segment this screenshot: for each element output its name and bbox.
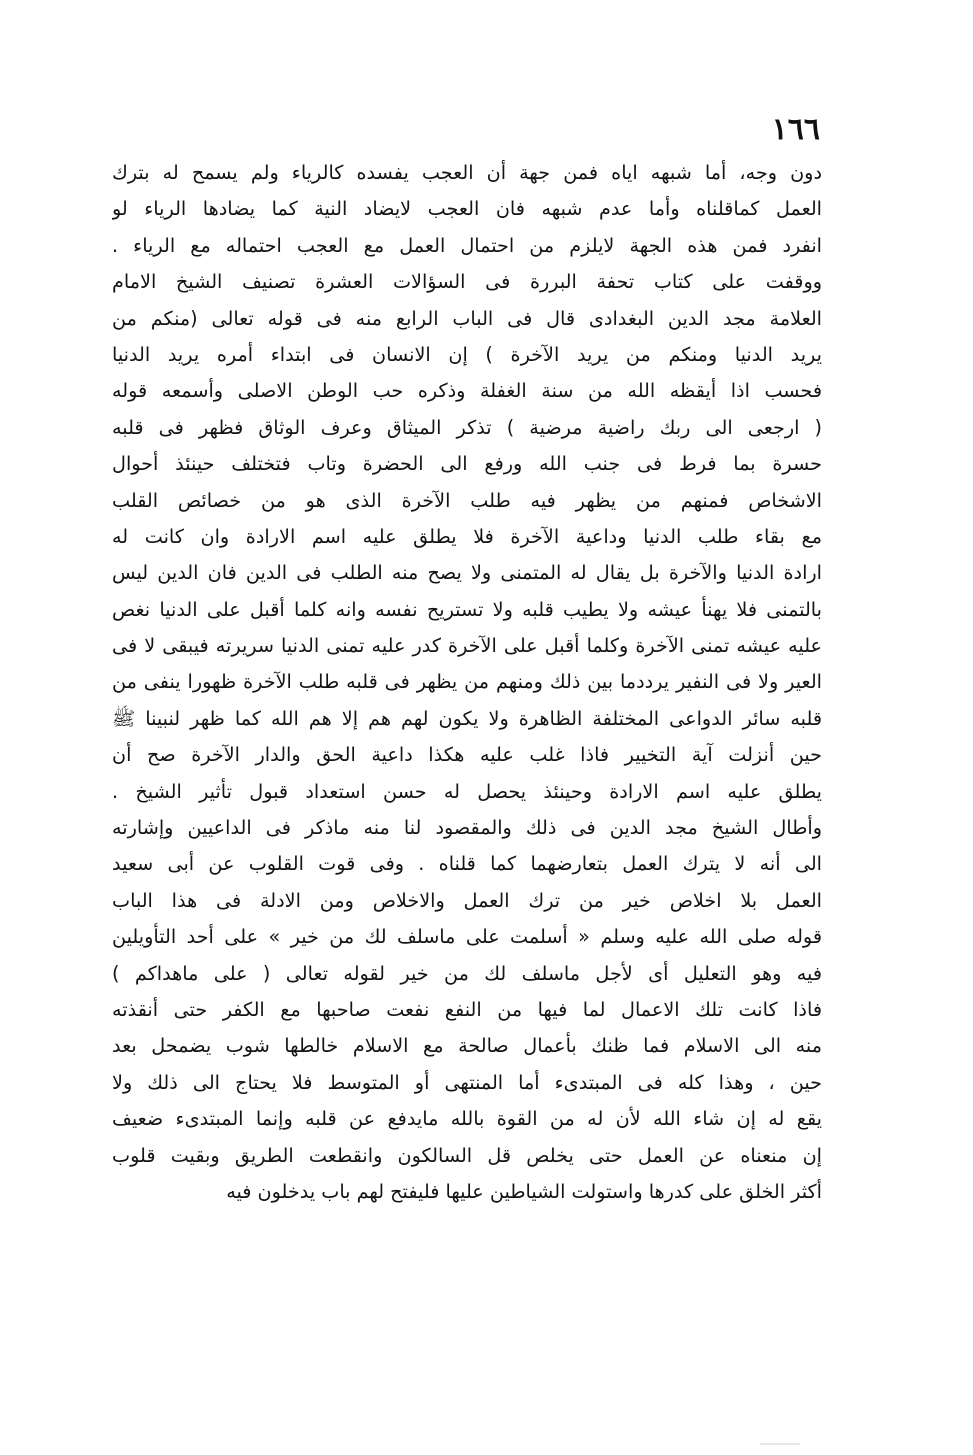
text-line: قوله صلى الله عليه وسلم « أسلمت على ماسلف لك من خير » على أحد التأويلين: [112, 925, 822, 949]
text-line: ووقفت على كتاب تحفة البررة فى السؤالات العشرة تصنيف الشيخ الامام: [112, 270, 822, 294]
text-line: منه الى الاسلام فما ظنك بأعمال صالحة مع الاسلام خالطها شوب يضمحل بعد: [112, 1034, 822, 1058]
text-line: أكثر الخلق على كدرها واستولت الشياطين عليها فليفتح لهم باب يدخلون فيه: [226, 1179, 822, 1203]
text-line: ارادة الدنيا والآخرة بل يقال له المتمنى ولا يصح منه الطلب فى الدين فان الدين ليس: [112, 561, 822, 585]
text-line: يريد الدنيا ومنكم من يريد الآخرة ) إن الانسان فى ابتداء أمره يريد الدنيا: [112, 342, 822, 366]
text-line: الى أنه لا يترك العمل بتعارضهما كما قلناه . وفى قوت القلوب عن أبى سعيد: [112, 852, 822, 876]
text-line: العلامة مجد الدين البغدادى قال فى الباب الرابع منه فى قوله تعالى (منكم من: [112, 306, 822, 330]
text-line: فيه وهو التعليل أى لأجل ماسلف لك من خير لقوله تعالى ( على ماهداكم ): [112, 961, 822, 985]
text-line: بالتمنى فلا يهنأ عيشه ولا يطيب قلبه ولا تستريح نفسه وانه كلما أقبل على الدنيا نغص: [112, 597, 822, 621]
text-line: انفرد فمن هذه الجهة لايلزم من احتمال العمل مع العجب احتماله مع الرياء .: [112, 233, 822, 257]
text-line: حين أنزلت آية التخيير فاذا غلب عليه هكذا داعية الحق والدار الآخرة صح أن: [112, 743, 822, 767]
text-line: إن منعناه عن العمل حتى يخلص قل السالكون وانقطعت الطريق وبقيت قلوب: [112, 1143, 822, 1167]
page-number: ١٦٦: [771, 112, 820, 147]
body-text: [112, 155, 822, 1210]
text-line: يقع له إن شاء الله لأن له من القوة بالله مايدفع عن قلبه وإنما المبتدىء ضعيف: [112, 1107, 822, 1131]
text-line: يطلق عليه اسم الارادة وحينئذ يحصل له حسن استعداد قبول تأثير الشيخ .: [112, 779, 822, 803]
text-line: عليه عيشه تمنى الآخرة وكلما أقبل على الآخرة كدر عليه تمنى الدنيا سريرته فيبقى لا فى: [112, 634, 822, 658]
text-line: مع بقاء طلب الدنيا وداعية الآخرة فلا يطلق عليه اسم الارادة وان كانت له: [112, 524, 822, 548]
text-line: قلبه سائر الدواعى المختلفة الظاهرة ولا يكون لهم هم إلا هم الله كما ظهر لنبينا ﷺ: [112, 706, 822, 730]
page-edge-mark: [760, 1443, 800, 1445]
text-line: حين ، وهذا كله فى المبتدىء أما المنتهى أو المتوسط فلا يحتاج الى ذلك ولا: [112, 1070, 822, 1094]
text-line: دون وجه، أما شبهه اياه فمن جهة أن العجب يفسده كالرياء ولم يسمح له بترك: [112, 161, 822, 184]
text-line: فاذا كانت تلك الاعمال لما فيها من النفع نفعت صاحبها مع الكفر حتى أنقذته: [112, 997, 822, 1021]
text-line: ( ارجعى الى ربك راضية مرضية ) تذكر الميثاق وعرف الوثاق فظهر فى قلبه: [112, 415, 822, 439]
text-line: العمل كماقلناه وأما عدم شبهه فان العجب لايضاد النية كما يضادها الرياء لو: [112, 197, 822, 221]
text-line: العير ولا فى النفير يرددما بين ذلك ومنهم من يظهر فى قلبه طلب الآخرة ظهورا ينفى من: [112, 670, 822, 694]
text-line: الاشخاص فمنهم من يظهر فيه طلب الآخرة الذى هو من خصائص القلب: [112, 488, 822, 512]
text-line: وأطال الشيخ مجد الدين فى ذلك والمقصود لنا منه ماذكر فى الداعيين وإشارته: [112, 816, 822, 840]
text-line: حسرة بما فرط فى جنب الله ورفع الى الحضرة وتاب فتختلف حينئذ أحوال: [112, 452, 822, 476]
text-line: فحسب اذا أيقظه الله من سنة الغفلة وذكره حب الوطن الاصلى وأسمعه قوله: [112, 379, 822, 403]
text-line: العمل بلا اخلاص خير من ترك العمل والاخلاص ومن الادلة فى هذا الباب: [112, 888, 822, 912]
